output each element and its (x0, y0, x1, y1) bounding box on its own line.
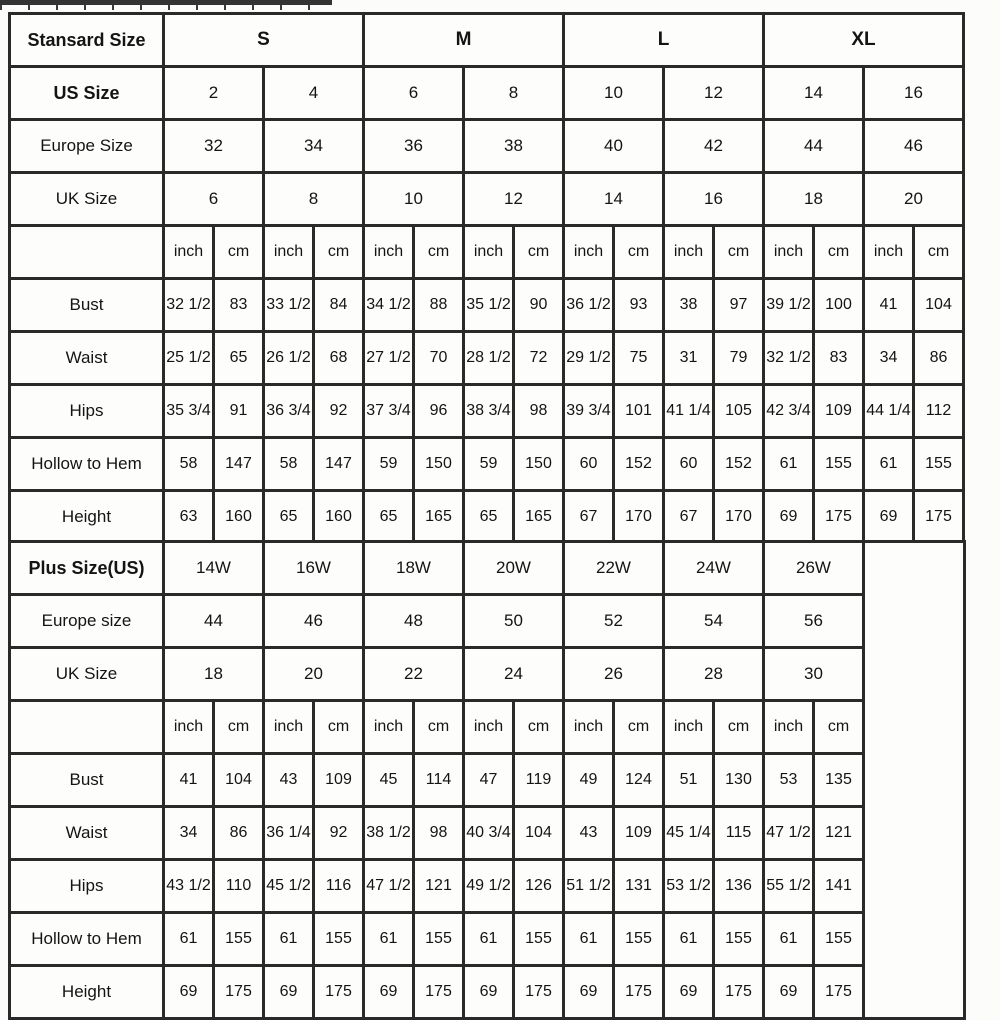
measurement-value-cell: 69 (564, 966, 614, 1019)
measurement-value-cell: 34 (864, 332, 914, 385)
measurement-value-cell: 55 1/2 (764, 860, 814, 913)
size-value-cell: 36 (364, 120, 464, 173)
measurement-value-cell: 69 (864, 491, 914, 544)
measurement-value-cell: 83 (214, 279, 264, 332)
size-header-cell: 24W (664, 542, 764, 595)
measurement-value-cell: 109 (314, 754, 364, 807)
unit-cell-cm: cm (814, 226, 864, 279)
row-label: UK Size (10, 648, 164, 701)
measurement-value-cell: 70 (414, 332, 464, 385)
size-header-cell: L (564, 14, 764, 67)
size-value-cell: 6 (164, 173, 264, 226)
measurement-value-cell: 59 (464, 438, 514, 491)
measurement-value-cell: 147 (214, 438, 264, 491)
unit-cell-inch: inch (564, 226, 614, 279)
unit-cell-cm: cm (714, 226, 764, 279)
measurement-value-cell: 130 (714, 754, 764, 807)
row-label: Hollow to Hem (10, 438, 164, 491)
measurement-value-cell: 53 (764, 754, 814, 807)
measurement-value-cell: 155 (814, 438, 864, 491)
unit-cell-inch: inch (864, 226, 914, 279)
size-value-cell: 8 (264, 173, 364, 226)
measurement-value-cell: 88 (414, 279, 464, 332)
measurement-value-cell: 61 (864, 438, 914, 491)
measurement-value-cell: 141 (814, 860, 864, 913)
size-value-cell: 28 (664, 648, 764, 701)
row-label: US Size (10, 67, 164, 120)
row-label: Height (10, 966, 164, 1019)
measurement-value-cell: 38 (664, 279, 714, 332)
row-label: Waist (10, 332, 164, 385)
measurement-value-cell: 155 (414, 913, 464, 966)
measurement-value-cell: 175 (614, 966, 664, 1019)
measurement-value-cell: 69 (764, 491, 814, 544)
measurement-value-cell: 65 (364, 491, 414, 544)
measurement-value-cell: 97 (714, 279, 764, 332)
measurement-value-cell: 43 1/2 (164, 860, 214, 913)
measurement-value-cell: 152 (614, 438, 664, 491)
measurement-value-cell: 41 (864, 279, 914, 332)
size-value-cell: 10 (364, 173, 464, 226)
measurement-value-cell: 61 (464, 913, 514, 966)
measurement-value-cell: 61 (264, 913, 314, 966)
measurement-value-cell: 175 (714, 966, 764, 1019)
measurement-value-cell: 36 1/2 (564, 279, 614, 332)
unit-row-label (10, 226, 164, 279)
measurement-value-cell: 47 (464, 754, 514, 807)
measurement-value-cell: 25 1/2 (164, 332, 214, 385)
measurement-value-cell: 109 (614, 807, 664, 860)
measurement-value-cell: 43 (264, 754, 314, 807)
measurement-value-cell: 41 1/4 (664, 385, 714, 438)
size-value-cell: 14 (564, 173, 664, 226)
measurement-value-cell: 65 (464, 491, 514, 544)
measurement-value-cell: 175 (314, 966, 364, 1019)
measurement-value-cell: 92 (314, 385, 364, 438)
measurement-value-cell: 175 (214, 966, 264, 1019)
measurement-value-cell: 61 (664, 913, 714, 966)
unit-cell-inch: inch (364, 226, 414, 279)
measurement-value-cell: 69 (164, 966, 214, 1019)
size-value-cell: 20 (264, 648, 364, 701)
unit-cell-inch: inch (464, 701, 514, 754)
size-value-cell: 30 (764, 648, 864, 701)
size-value-cell: 38 (464, 120, 564, 173)
row-label: Height (10, 491, 164, 544)
measurement-value-cell: 96 (414, 385, 464, 438)
measurement-value-cell: 155 (714, 913, 764, 966)
measurement-value-cell: 59 (364, 438, 414, 491)
measurement-value-cell: 65 (214, 332, 264, 385)
size-value-cell: 50 (464, 595, 564, 648)
measurement-value-cell: 121 (414, 860, 464, 913)
measurement-value-cell: 26 1/2 (264, 332, 314, 385)
measurement-value-cell: 38 3/4 (464, 385, 514, 438)
unit-cell-cm: cm (214, 701, 264, 754)
measurement-value-cell: 68 (314, 332, 364, 385)
measurement-value-cell: 61 (564, 913, 614, 966)
size-value-cell: 46 (264, 595, 364, 648)
measurement-value-cell: 110 (214, 860, 264, 913)
measurement-value-cell: 165 (414, 491, 464, 544)
unit-cell-cm: cm (614, 226, 664, 279)
measurement-value-cell: 33 1/2 (264, 279, 314, 332)
measurement-value-cell: 67 (564, 491, 614, 544)
measurement-value-cell: 32 1/2 (164, 279, 214, 332)
measurement-value-cell: 61 (164, 913, 214, 966)
measurement-value-cell: 36 3/4 (264, 385, 314, 438)
measurement-value-cell: 131 (614, 860, 664, 913)
measurement-value-cell: 75 (614, 332, 664, 385)
measurement-value-cell: 155 (314, 913, 364, 966)
measurement-value-cell: 114 (414, 754, 464, 807)
standard-size-table (8, 12, 965, 545)
size-value-cell: 12 (464, 173, 564, 226)
plus-size-table (8, 540, 966, 1020)
size-value-cell: 20 (864, 173, 964, 226)
measurement-value-cell: 42 3/4 (764, 385, 814, 438)
unit-cell-cm: cm (714, 701, 764, 754)
unit-cell-cm: cm (414, 701, 464, 754)
measurement-value-cell: 34 1/2 (364, 279, 414, 332)
measurement-value-cell: 136 (714, 860, 764, 913)
unit-cell-inch: inch (364, 701, 414, 754)
measurement-value-cell: 124 (614, 754, 664, 807)
measurement-value-cell: 44 1/4 (864, 385, 914, 438)
size-value-cell: 16 (664, 173, 764, 226)
unit-cell-inch: inch (164, 226, 214, 279)
measurement-value-cell: 160 (314, 491, 364, 544)
measurement-value-cell: 155 (214, 913, 264, 966)
unit-cell-cm: cm (314, 701, 364, 754)
measurement-value-cell: 38 1/2 (364, 807, 414, 860)
measurement-value-cell: 79 (714, 332, 764, 385)
measurement-value-cell: 47 1/2 (364, 860, 414, 913)
row-label: Europe size (10, 595, 164, 648)
measurement-value-cell: 147 (314, 438, 364, 491)
size-header-cell: 26W (764, 542, 864, 595)
measurement-value-cell: 175 (514, 966, 564, 1019)
measurement-value-cell: 35 1/2 (464, 279, 514, 332)
cropped-table-edge-artifact (0, 0, 332, 10)
size-value-cell: 46 (864, 120, 964, 173)
unit-cell-inch: inch (764, 701, 814, 754)
unit-cell-cm: cm (414, 226, 464, 279)
row-label: Europe Size (10, 120, 164, 173)
measurement-value-cell: 104 (214, 754, 264, 807)
unit-cell-inch: inch (264, 701, 314, 754)
size-value-cell: 32 (164, 120, 264, 173)
measurement-value-cell: 109 (814, 385, 864, 438)
measurement-value-cell: 160 (214, 491, 264, 544)
size-value-cell: 14 (764, 67, 864, 120)
measurement-value-cell: 86 (914, 332, 964, 385)
size-value-cell: 16 (864, 67, 964, 120)
size-value-cell: 2 (164, 67, 264, 120)
unit-cell-inch: inch (664, 701, 714, 754)
table-title-cell: Plus Size(US) (10, 542, 164, 595)
measurement-value-cell: 175 (914, 491, 964, 544)
size-header-cell: 16W (264, 542, 364, 595)
measurement-value-cell: 175 (814, 966, 864, 1019)
measurement-value-cell: 60 (564, 438, 614, 491)
measurement-value-cell: 47 1/2 (764, 807, 814, 860)
measurement-value-cell: 63 (164, 491, 214, 544)
measurement-value-cell: 29 1/2 (564, 332, 614, 385)
size-value-cell: 44 (764, 120, 864, 173)
measurement-value-cell: 27 1/2 (364, 332, 414, 385)
measurement-value-cell: 69 (264, 966, 314, 1019)
measurement-value-cell: 170 (714, 491, 764, 544)
unit-cell-cm: cm (914, 226, 964, 279)
measurement-value-cell: 150 (514, 438, 564, 491)
measurement-value-cell: 35 3/4 (164, 385, 214, 438)
measurement-value-cell: 61 (364, 913, 414, 966)
measurement-value-cell: 155 (914, 438, 964, 491)
row-label: Hips (10, 385, 164, 438)
measurement-value-cell: 116 (314, 860, 364, 913)
measurement-value-cell: 61 (764, 438, 814, 491)
measurement-value-cell: 105 (714, 385, 764, 438)
measurement-value-cell: 101 (614, 385, 664, 438)
measurement-value-cell: 93 (614, 279, 664, 332)
unit-cell-cm: cm (614, 701, 664, 754)
measurement-value-cell: 69 (464, 966, 514, 1019)
size-value-cell: 52 (564, 595, 664, 648)
measurement-value-cell: 175 (414, 966, 464, 1019)
measurement-value-cell: 155 (614, 913, 664, 966)
unit-cell-cm: cm (514, 701, 564, 754)
size-value-cell: 8 (464, 67, 564, 120)
measurement-value-cell: 83 (814, 332, 864, 385)
measurement-value-cell: 34 (164, 807, 214, 860)
row-label: Hips (10, 860, 164, 913)
measurement-value-cell: 36 1/4 (264, 807, 314, 860)
size-header-cell: 14W (164, 542, 264, 595)
measurement-value-cell: 104 (514, 807, 564, 860)
measurement-value-cell: 112 (914, 385, 964, 438)
unit-cell-cm: cm (514, 226, 564, 279)
measurement-value-cell: 51 1/2 (564, 860, 614, 913)
measurement-value-cell: 69 (764, 966, 814, 1019)
measurement-value-cell: 58 (264, 438, 314, 491)
size-value-cell: 18 (164, 648, 264, 701)
size-header-cell: 18W (364, 542, 464, 595)
measurement-value-cell: 84 (314, 279, 364, 332)
measurement-value-cell: 39 1/2 (764, 279, 814, 332)
measurement-value-cell: 98 (414, 807, 464, 860)
size-value-cell: 18 (764, 173, 864, 226)
size-header-cell: S (164, 14, 364, 67)
measurement-value-cell: 175 (814, 491, 864, 544)
measurement-value-cell: 41 (164, 754, 214, 807)
size-value-cell: 42 (664, 120, 764, 173)
measurement-value-cell: 121 (814, 807, 864, 860)
unit-cell-inch: inch (564, 701, 614, 754)
measurement-value-cell: 152 (714, 438, 764, 491)
size-value-cell: 34 (264, 120, 364, 173)
size-value-cell: 54 (664, 595, 764, 648)
size-value-cell: 48 (364, 595, 464, 648)
measurement-value-cell: 49 1/2 (464, 860, 514, 913)
measurement-value-cell: 32 1/2 (764, 332, 814, 385)
measurement-value-cell: 49 (564, 754, 614, 807)
size-value-cell: 10 (564, 67, 664, 120)
measurement-value-cell: 65 (264, 491, 314, 544)
size-value-cell: 12 (664, 67, 764, 120)
measurement-value-cell: 150 (414, 438, 464, 491)
unit-cell-inch: inch (664, 226, 714, 279)
unit-cell-cm: cm (214, 226, 264, 279)
measurement-value-cell: 45 (364, 754, 414, 807)
measurement-value-cell: 37 3/4 (364, 385, 414, 438)
measurement-value-cell: 39 3/4 (564, 385, 614, 438)
measurement-value-cell: 155 (514, 913, 564, 966)
measurement-value-cell: 92 (314, 807, 364, 860)
size-header-cell: M (364, 14, 564, 67)
row-label: UK Size (10, 173, 164, 226)
measurement-value-cell: 69 (364, 966, 414, 1019)
unit-row-label (10, 701, 164, 754)
measurement-value-cell: 51 (664, 754, 714, 807)
unit-cell-inch: inch (164, 701, 214, 754)
row-label: Hollow to Hem (10, 913, 164, 966)
measurement-value-cell: 165 (514, 491, 564, 544)
measurement-value-cell: 170 (614, 491, 664, 544)
measurement-value-cell: 119 (514, 754, 564, 807)
measurement-value-cell: 115 (714, 807, 764, 860)
measurement-value-cell: 31 (664, 332, 714, 385)
measurement-value-cell: 91 (214, 385, 264, 438)
measurement-value-cell: 43 (564, 807, 614, 860)
size-value-cell: 56 (764, 595, 864, 648)
size-value-cell: 44 (164, 595, 264, 648)
measurement-value-cell: 28 1/2 (464, 332, 514, 385)
measurement-value-cell: 86 (214, 807, 264, 860)
measurement-value-cell: 90 (514, 279, 564, 332)
size-value-cell: 24 (464, 648, 564, 701)
size-value-cell: 26 (564, 648, 664, 701)
unit-cell-cm: cm (814, 701, 864, 754)
measurement-value-cell: 155 (814, 913, 864, 966)
measurement-value-cell: 45 1/4 (664, 807, 714, 860)
measurement-value-cell: 135 (814, 754, 864, 807)
size-header-cell: 22W (564, 542, 664, 595)
measurement-value-cell: 69 (664, 966, 714, 1019)
measurement-value-cell: 61 (764, 913, 814, 966)
unit-cell-inch: inch (764, 226, 814, 279)
measurement-value-cell: 98 (514, 385, 564, 438)
row-label: Bust (10, 279, 164, 332)
table-title-cell: Stansard Size (10, 14, 164, 67)
measurement-value-cell: 72 (514, 332, 564, 385)
unit-cell-inch: inch (264, 226, 314, 279)
row-label: Bust (10, 754, 164, 807)
measurement-value-cell: 58 (164, 438, 214, 491)
size-value-cell: 22 (364, 648, 464, 701)
size-value-cell: 6 (364, 67, 464, 120)
measurement-value-cell: 53 1/2 (664, 860, 714, 913)
measurement-value-cell: 40 3/4 (464, 807, 514, 860)
size-value-cell: 4 (264, 67, 364, 120)
size-header-cell: XL (764, 14, 964, 67)
measurement-value-cell: 60 (664, 438, 714, 491)
row-label: Waist (10, 807, 164, 860)
unit-cell-inch: inch (464, 226, 514, 279)
size-value-cell: 40 (564, 120, 664, 173)
size-header-cell: 20W (464, 542, 564, 595)
measurement-value-cell: 100 (814, 279, 864, 332)
measurement-value-cell: 104 (914, 279, 964, 332)
unit-cell-cm: cm (314, 226, 364, 279)
measurement-value-cell: 126 (514, 860, 564, 913)
measurement-value-cell: 45 1/2 (264, 860, 314, 913)
measurement-value-cell: 67 (664, 491, 714, 544)
empty-spacer-cell (864, 542, 965, 1019)
